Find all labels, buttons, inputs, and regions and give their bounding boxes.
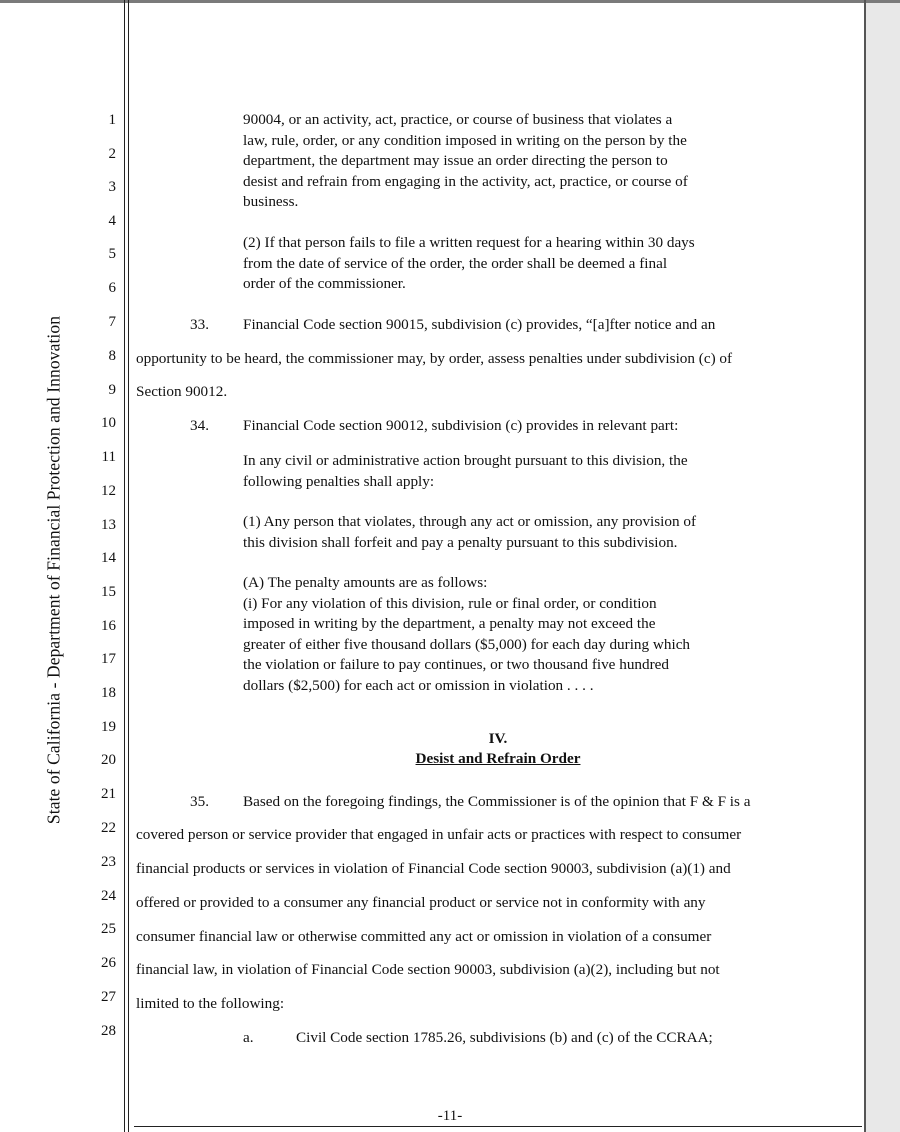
paragraph-line: Financial Code section 90015, subdivision (c) provides, “[a]fter notice and an	[243, 316, 716, 333]
paragraph-line: financial products or services in violation of Financial Code section 90003, subdivision (a)(1) and	[136, 860, 731, 877]
section-number: IV.	[488, 730, 508, 747]
line-number: 22	[101, 820, 116, 836]
line-number: 24	[101, 888, 116, 904]
line-number: 1	[108, 112, 116, 128]
quote-line: dollars ($2,500) for each act or omission in violation . . . .	[243, 676, 594, 694]
paragraph-number: 33.	[190, 316, 209, 333]
footer-rule	[134, 1126, 862, 1127]
paragraph-number: 34.	[190, 417, 209, 434]
line-number: 3	[108, 179, 116, 195]
line-number: 14	[101, 550, 116, 566]
quote-line: (A) The penalty amounts are as follows:	[243, 574, 488, 591]
line-number: 5	[108, 246, 116, 262]
line-number: 12	[101, 483, 116, 499]
line-number: 16	[101, 618, 116, 634]
quote-line: (2) If that person fails to file a written request for a hearing within 30 days	[243, 234, 695, 251]
line-number: 11	[101, 449, 116, 465]
quote-line: 90004, or an activity, act, practice, or course of business that violates a	[243, 111, 673, 128]
paragraph-line: financial law, in violation of Financial Code section 90003, subdivision (a)(2), including but not	[136, 961, 720, 978]
line-number: 15	[101, 584, 116, 600]
margin-rule-left	[124, 0, 125, 1132]
line-number: 6	[108, 280, 116, 296]
quote-line: this division shall forfeit and pay a penalty pursuant to this subdivision.	[243, 533, 678, 551]
margin-rule-right	[128, 0, 129, 1132]
list-item-text: Civil Code section 1785.26, subdivisions (b) and (c) of the CCRAA;	[296, 1029, 713, 1046]
quote-line: desist and refrain from engaging in the activity, act, practice, or course of	[243, 172, 688, 190]
quote-line: from the date of service of the order, the order shall be deemed a final	[243, 254, 668, 272]
side-title: State of California - Department of Financial Protection and Innovation	[43, 315, 64, 825]
paragraph-line: limited to the following:	[136, 995, 285, 1012]
line-number: 25	[101, 921, 116, 937]
quote-line: law, rule, order, or any condition imposed in writing on the person by the	[243, 131, 687, 149]
quote-line: department, the department may issue an order directing the person to	[243, 152, 668, 169]
top-border	[0, 0, 900, 3]
line-number: 17	[101, 651, 116, 667]
paragraph-line: Based on the foregoing findings, the Commissioner is of the opinion that F & F is a	[243, 793, 751, 810]
line-number: 20	[101, 752, 116, 768]
section-title-wrap	[134, 749, 862, 770]
section-title: Desist and Refrain Order	[415, 750, 581, 767]
paragraph-line: offered or provided to a consumer any financial product or service not in conformity with any	[136, 894, 706, 911]
quote-line: (i) For any violation of this division, rule or final order, or condition	[243, 594, 657, 612]
paragraph-line: opportunity to be heard, the commissioner may, by order, assess penalties under subdivision (c) of	[136, 350, 733, 367]
line-number: 18	[101, 685, 116, 701]
line-number: 13	[101, 517, 116, 533]
quote-line: following penalties shall apply:	[243, 472, 435, 490]
line-number: 28	[101, 1023, 116, 1039]
quote-line: order of the commissioner.	[243, 275, 406, 292]
list-item-letter: a.	[243, 1029, 254, 1046]
paragraph-line: consumer financial law or otherwise committed any act or omission in violation of a consumer	[136, 928, 712, 945]
quote-line: In any civil or administrative action brought pursuant to this division, the	[243, 452, 688, 469]
line-number: 8	[108, 348, 116, 364]
line-number: 7	[108, 314, 116, 330]
line-number: 4	[108, 213, 116, 229]
paragraph-line: Section 90012.	[136, 383, 228, 400]
quote-line: (1) Any person that violates, through any act or omission, any provision of	[243, 513, 697, 530]
line-number: 19	[101, 719, 116, 735]
quote-line: business.	[243, 193, 299, 210]
line-number: 23	[101, 854, 116, 870]
paragraph-line: Financial Code section 90012, subdivision (c) provides in relevant part:	[243, 417, 679, 434]
line-number: 27	[101, 989, 116, 1005]
page-right-edge	[864, 0, 866, 1132]
line-number: 10	[101, 415, 116, 431]
paragraph-number: 35.	[190, 793, 209, 810]
quote-line: imposed in writing by the department, a penalty may not exceed the	[243, 615, 656, 632]
quote-line: the violation or failure to pay continues, or two thousand five hundred	[243, 656, 669, 673]
line-number: 9	[108, 382, 116, 398]
page-number: -11-	[437, 1108, 463, 1124]
line-number: 21	[101, 786, 116, 802]
quote-line: greater of either five thousand dollars ($5,000) for each day during which	[243, 635, 691, 653]
paragraph-line: covered person or service provider that engaged in unfair acts or practices with respect to consumer	[136, 826, 742, 843]
line-number: 2	[108, 146, 116, 162]
line-number: 26	[101, 955, 116, 971]
